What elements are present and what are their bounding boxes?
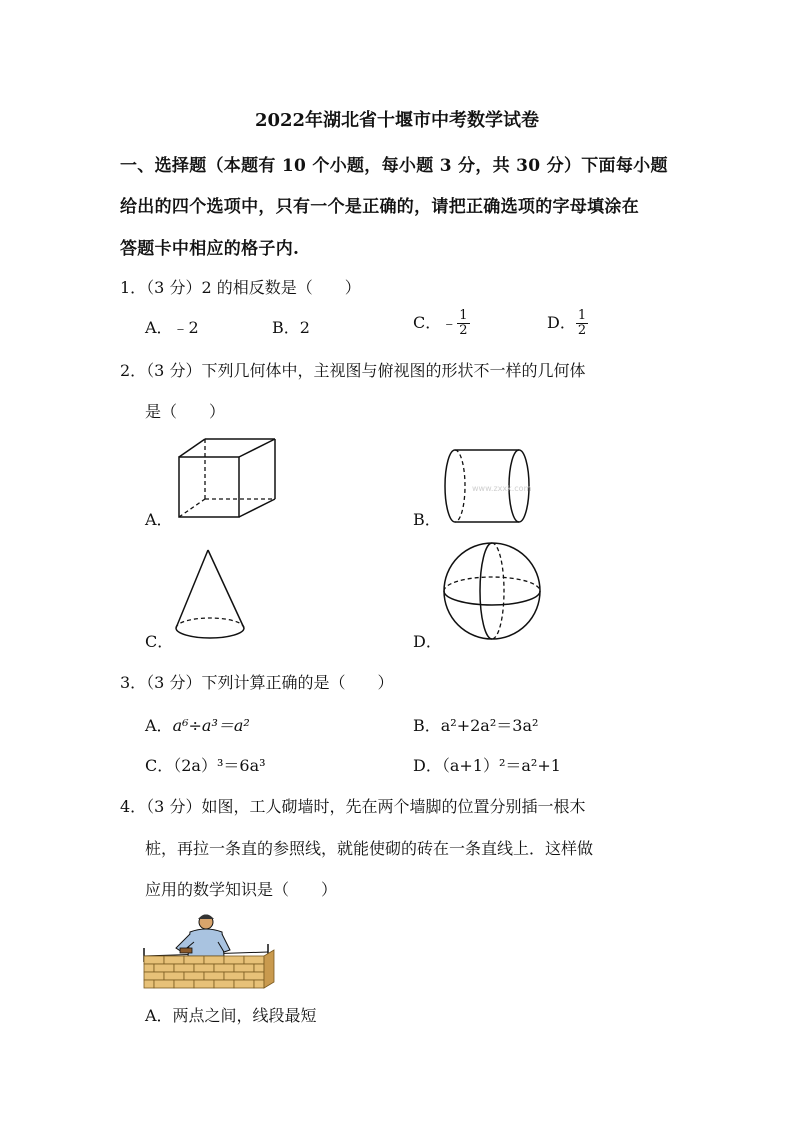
sphere-figure	[442, 540, 552, 645]
section-instruction-line-2: 给出的四个选项中，只有一个是正确的，请把正确选项的字母填涂在	[120, 197, 639, 217]
q1-option-d-denominator: 2	[577, 323, 587, 338]
q1-stem: 1．（3 分）2 的相反数是（ ）	[120, 278, 361, 297]
q3-option-c	[145, 753, 266, 776]
q3-option-b-math: a²+2a²＝3a²	[440, 716, 539, 735]
q4-stem-line-3: 应用的数学知识是（ ）	[145, 880, 338, 899]
q3-stem: 3．（3 分）下列计算正确的是（ ）	[120, 673, 394, 692]
q1-option-d-numerator: 1	[577, 308, 587, 323]
q1-option-d-fraction	[576, 309, 588, 338]
q1-option-c-numerator: 1	[459, 308, 468, 323]
q3-option-a	[145, 713, 250, 736]
section-instruction-line-3: 答题卡中相应的格子内.	[120, 239, 300, 259]
cylinder-figure	[442, 447, 537, 527]
q2-option-a-label: A．	[145, 510, 173, 529]
q1-option-d	[547, 309, 588, 338]
q1-option-a: A．﹣2	[145, 318, 199, 337]
q3-option-a-label: A．	[145, 716, 173, 735]
q4-stem-line-2: 桩，再拉一条直的参照线，就能使砌的砖在一条直线上．这样做	[145, 839, 594, 858]
q3-option-b-label: B．	[413, 716, 441, 735]
q3-option-c-math: （2a）³＝6a³	[173, 756, 266, 775]
q4-stem-line-1: 4．（3 分）如图，工人砌墙时，先在两个墙脚的位置分别插一根木	[120, 797, 586, 816]
q3-option-d-math: （a+1）²＝a²+1	[441, 756, 561, 775]
watermark-text: www.zxxk.com	[472, 484, 532, 493]
q3-option-d	[413, 753, 561, 776]
q2-stem-line-1: 2．（3 分）下列几何体中，主视图与俯视图的形状不一样的几何体	[120, 361, 586, 380]
bricklayer-illustration	[140, 912, 280, 990]
q2-option-b-label: B．	[413, 510, 441, 529]
q1-option-c-prefix: C．﹣	[413, 313, 458, 332]
q1-option-c-denominator: 2	[459, 323, 468, 338]
cube-figure	[175, 435, 285, 525]
q1-option-c	[413, 309, 470, 338]
q1-option-c-fraction	[457, 309, 469, 338]
q3-option-c-label: C．	[145, 756, 174, 775]
q3-option-a-math: a⁶÷a³＝a²	[172, 716, 250, 735]
q4-option-a: A．两点之间，线段最短	[145, 1006, 317, 1025]
q3-option-d-label: D．	[413, 756, 442, 775]
q1-option-b: B．2	[272, 318, 310, 337]
section-instruction-line-1: 一、选择题（本题有 10 个小题，每小题 3 分，共 30 分）下面每小题	[120, 156, 668, 176]
q2-stem-line-2: 是（ ）	[145, 402, 226, 421]
q3-option-b	[413, 713, 538, 736]
page-title: 2022年湖北省十堰市中考数学试卷	[254, 110, 540, 131]
q1-option-d-prefix: D．	[547, 313, 576, 332]
q2-option-d-label: D．	[413, 632, 442, 651]
q2-option-c-label: C．	[145, 632, 174, 651]
cone-figure	[172, 548, 252, 643]
